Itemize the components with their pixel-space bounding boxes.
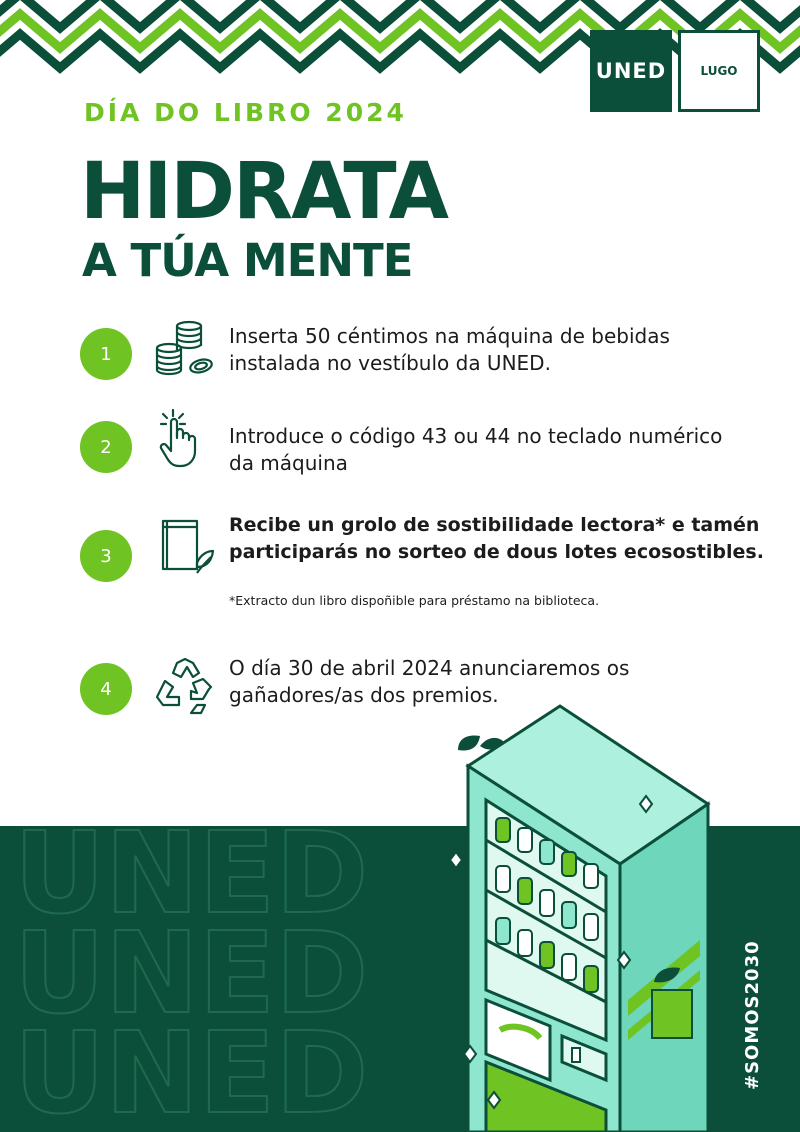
- event-kicker: DÍA DO LIBRO 2024: [84, 98, 407, 127]
- step-number-2: 2: [80, 421, 132, 473]
- step-3-footnote: *Extracto dun libro dispoñible para préstamo na biblioteca.: [229, 593, 600, 608]
- step-number-1: 1: [80, 328, 132, 380]
- uned-watermark: UNED: [14, 1009, 369, 1132]
- uned-watermark: UNED: [14, 909, 369, 1039]
- logo-uned-block: UNED: [590, 30, 672, 112]
- tap-hand-icon: [153, 406, 217, 470]
- step-text-2: Introduce o código 43 ou 44 no teclado numérico da máquina: [229, 424, 723, 475]
- logo-lugo-block: LUGO: [678, 30, 760, 112]
- hashtag-somos2030: #SOMOS2030: [742, 940, 763, 1090]
- coins-icon: [153, 318, 217, 382]
- step-text-4: O día 30 de abril 2024 anunciaremos os gañadores/as dos premios.: [229, 656, 630, 707]
- step-text-1: Inserta 50 céntimos na máquina de bebidas instalada no vestíbulo da UNED.: [229, 324, 670, 375]
- title-line-2: A TÚA MENTE: [82, 234, 413, 287]
- uned-watermark: UNED: [14, 826, 369, 939]
- recycle-icon: [153, 655, 217, 719]
- uned-lugo-logo: [590, 30, 760, 112]
- step-number-4: 4: [80, 663, 132, 715]
- step-number-3: 3: [80, 530, 132, 582]
- step-text-3: Recibe un grolo de sostibilidade lectora* e tamén participarás no sorteo de dous lotes ecosostibles.: [229, 514, 764, 563]
- vending-machine-illustration: [440, 700, 740, 1132]
- title-line-1: HIDRATA: [80, 147, 447, 237]
- book-leaf-icon: [153, 517, 217, 581]
- leaf-icon: [458, 736, 480, 751]
